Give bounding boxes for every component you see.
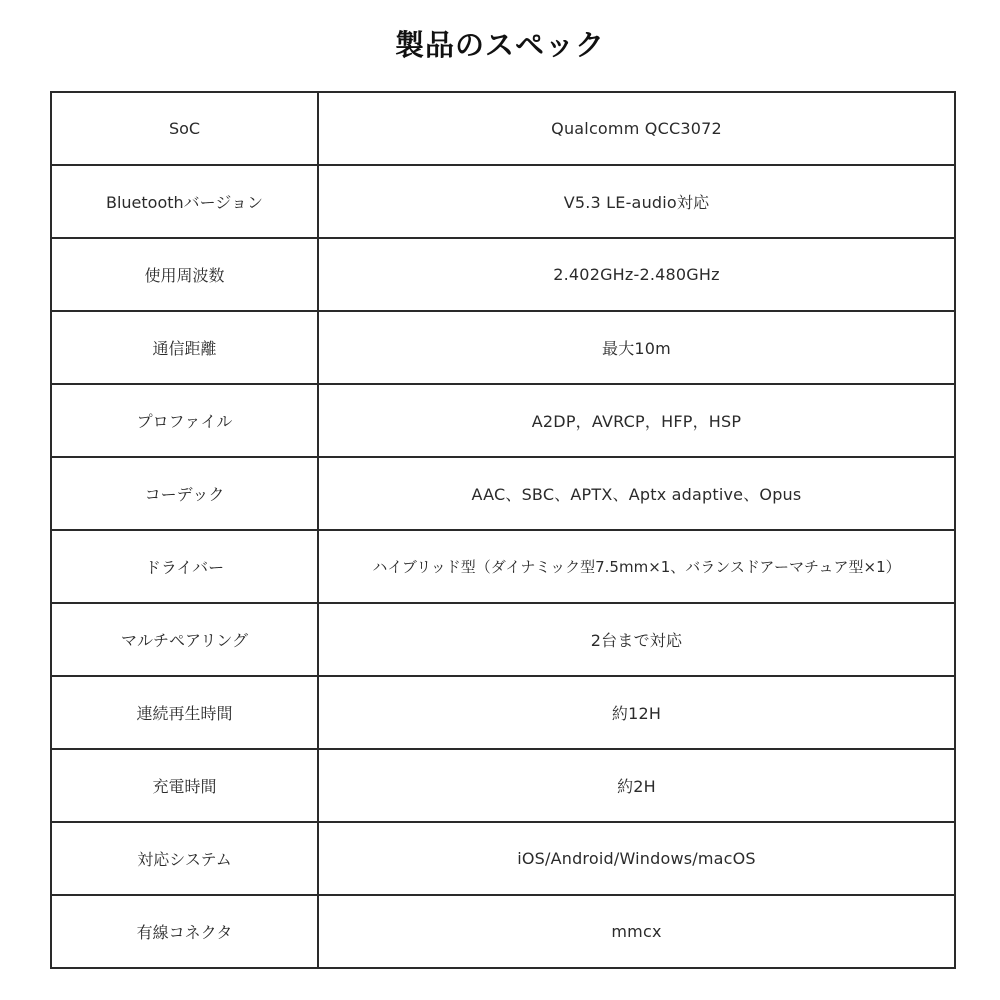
spec-value: 最大10m [318, 311, 955, 384]
spec-label: 使用周波数 [51, 238, 318, 311]
spec-value: V5.3 LE-audio対応 [318, 165, 955, 238]
spec-row-charge-time [51, 749, 955, 822]
spec-row-codec [51, 457, 955, 530]
page-title: 製品のスペック [394, 28, 605, 62]
spec-table [50, 91, 956, 969]
spec-row-range [51, 311, 955, 384]
spec-row-driver [51, 530, 955, 603]
spec-label: Bluetoothバージョン [51, 165, 318, 238]
spec-label: 充電時間 [51, 749, 318, 822]
spec-value: AAC、SBC、APTX、Aptx adaptive、Opus [318, 457, 955, 530]
spec-row-bluetooth-version [51, 165, 955, 238]
spec-value: 約2H [318, 749, 955, 822]
spec-value: 2台まで対応 [318, 603, 955, 676]
spec-value: iOS/Android/Windows/macOS [318, 822, 955, 895]
spec-value: 2.402GHz-2.480GHz [318, 238, 955, 311]
spec-row-playback-time [51, 676, 955, 749]
spec-row-wired-connector [51, 895, 955, 968]
spec-label: コーデック [51, 457, 318, 530]
spec-label: マルチペアリング [51, 603, 318, 676]
spec-row-soc [51, 92, 955, 165]
spec-value: 約12H [318, 676, 955, 749]
spec-row-multipairing [51, 603, 955, 676]
spec-label: 通信距離 [51, 311, 318, 384]
spec-label: 有線コネクタ [51, 895, 318, 968]
spec-row-profile [51, 384, 955, 457]
spec-row-frequency [51, 238, 955, 311]
spec-label: ドライバー [51, 530, 318, 603]
spec-label: 対応システム [51, 822, 318, 895]
spec-label: プロファイル [51, 384, 318, 457]
spec-label: SoC [51, 92, 318, 165]
spec-row-compatible-systems [51, 822, 955, 895]
spec-value: mmcx [318, 895, 955, 968]
spec-value: Qualcomm QCC3072 [318, 92, 955, 165]
spec-value: A2DP，AVRCP，HFP，HSP [318, 384, 955, 457]
spec-label: 連続再生時間 [51, 676, 318, 749]
spec-value: ハイブリッド型（ダイナミック型7.5mm×1、バランスドアーマチュア型×1） [318, 530, 955, 603]
